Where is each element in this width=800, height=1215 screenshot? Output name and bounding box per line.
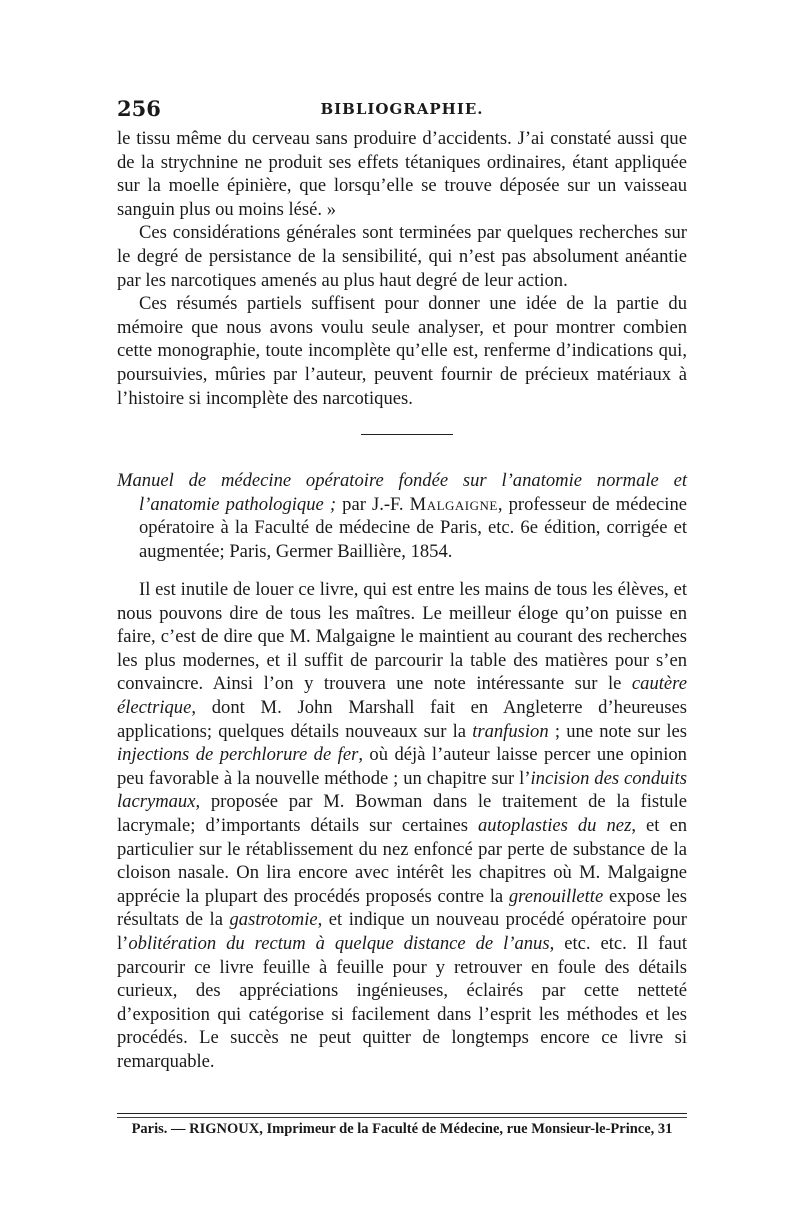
review-term: gastrotomie: [229, 909, 318, 931]
review-term: injections de perchlorure de fer: [117, 744, 359, 766]
review-segment: , proposée par M. Bowman dans le traitement de la fistule lacrymale; d’importants détails sur certaines: [117, 791, 687, 836]
review-paragraph: [117, 578, 687, 1073]
review-segment: , où déjà l’auteur laisse percer une opinion peu favorable à la nouvelle méthode ; un chapitre sur l’: [117, 744, 687, 789]
paragraph: le tissu même du cerveau sans produire d’accidents. J’ai constaté aussi que de la strychnine ne produit ses effets tétaniques ordinaires, étant appliquée sur la moelle épinière, que lorsqu’elle se trouve déposée sur un vaisseau sanguin plus ou moins lésé. »: [117, 128, 687, 220]
review-term: grenouillette: [508, 885, 604, 907]
review-segment: , et indique un nouveau procédé opératoire pour l’: [117, 909, 687, 954]
book-author: Malgaigne: [409, 493, 498, 515]
paragraph: Ces résumés partiels suffisent pour donner une idée de la partie du mémoire que nous avons voulu seule analyser, et pour montrer combien cette monographie, toute incomplète qu’elle est, renferme d’indications qui, poursuivies, mûries par l’auteur, peuvent fournir de précieux matériaux à l’histoire si incomplète des narcotiques.: [117, 293, 687, 409]
review-segment: ; une note sur les: [548, 720, 687, 742]
review-term: tranfusion: [472, 720, 549, 742]
review-segment: expose les résultats de la: [117, 885, 687, 931]
analysis-conclusion: [117, 127, 687, 410]
review-segment: , etc. etc. Il faut parcourir ce livre feuille à feuille pour y retrouver en foule des détails curieux, des appréciations ingénieuses, éclairés par cette netteté d’exposition qui catégorise si facilement dans l’esprit les méthodes et les procédés. Le succès ne peut quitter de longtemps encore ce livre si remarquable.: [117, 932, 687, 1072]
review-term: incision des conduits lacrymaux: [117, 767, 687, 813]
book-entry: [117, 469, 687, 563]
book-details: , professeur de médecine opératoire à la Faculté de médecine de Paris, etc. 6e édition, corrigée et augmentée; Paris, Germer Baillière, 1854.: [139, 493, 687, 562]
page-number: 256: [117, 96, 161, 121]
review-term: autoplasties du nez: [477, 814, 632, 836]
paragraph: Ces considérations générales sont terminées par quelques recherches sur le degré de persistance de la sensibilité, qui n’est pas absolument anéantie par les narcotiques amenés au plus haut degré de leur action.: [117, 222, 687, 291]
review-segment: , dont M. John Marshall fait en Angleterre d’heureuses applications; quelques détails nouveaux sur la: [117, 696, 687, 742]
review-term: cautère électrique: [117, 673, 687, 718]
footer-rule-thin: [117, 1117, 687, 1118]
review-segment: , et en particulier sur le rétablissement du nez enfoncé par perte de substance de la cloison nasale. On lira encore avec intérêt les chapitres où M. Malgaigne apprécie la plupart des procédés proposés contre la: [117, 814, 687, 907]
printer-imprint: Paris. — RIGNOUX, Imprimeur de la Faculté de Médecine, rue Monsieur-le-Prince, 31: [131, 1121, 673, 1137]
section-divider: [361, 434, 453, 435]
review-segment: Il est inutile de louer ce livre, qui est entre les mains de tous les élèves, et nous pouvons dire de tous les maîtres. Le meilleur éloge qu’on puisse en faire, c’est de dire que M. Malgaigne le maintient au courant des recherches les plus modernes, et il suffit de parcourir la table des matières pour s’en convaincre. Ainsi l’on y trouvera une note intéressante sur le: [117, 579, 687, 695]
review-term: oblitération du rectum à quelque distance de l’anus: [128, 932, 550, 954]
footer-rule: [117, 1113, 687, 1114]
book-by: par J.-F.: [336, 493, 410, 515]
book-title: Manuel de médecine opératoire fondée sur l’anatomie normale et l’anatomie pathologique ;: [117, 470, 687, 515]
running-head: [117, 96, 687, 124]
running-title: BIBLIOGRAPHIE.: [320, 100, 484, 118]
review-text: [117, 578, 687, 1073]
